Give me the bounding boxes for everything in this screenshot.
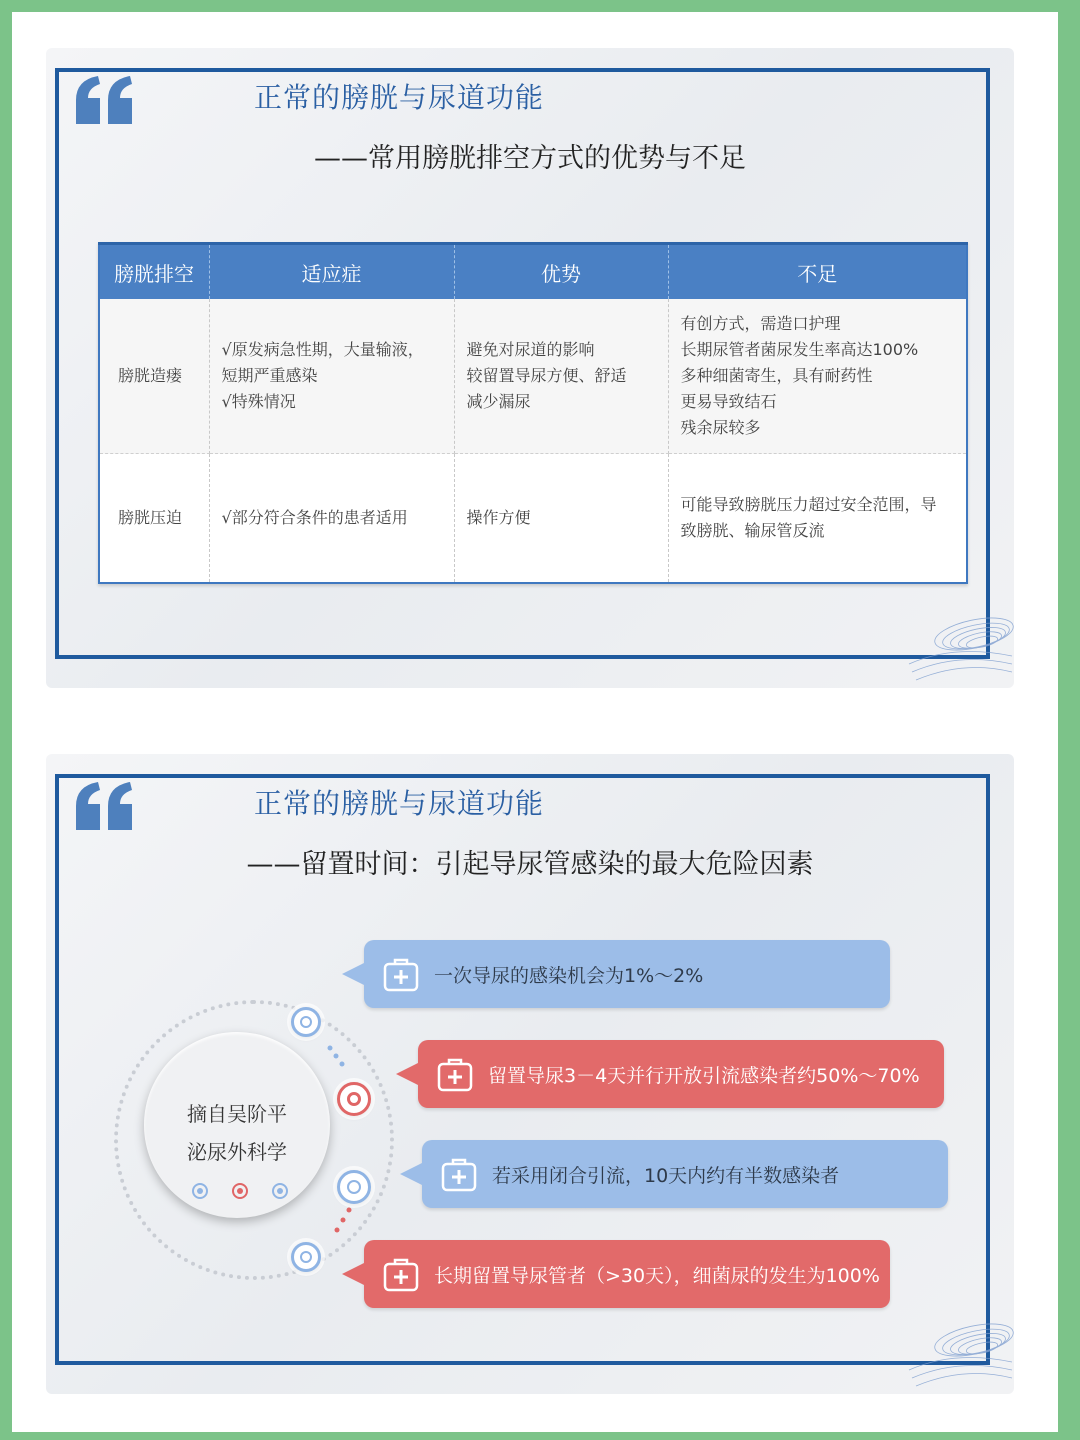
disadvantages-cell bbox=[668, 299, 967, 454]
cell-line: 致膀胱、输尿管反流 bbox=[680, 521, 825, 540]
cell-line: 有创方式，需造口护理 bbox=[680, 314, 841, 333]
method-cell: 膀胱造瘘 bbox=[99, 299, 209, 454]
statistic-bar bbox=[364, 1240, 890, 1308]
cell-line: √原发病急性期，大量输液， bbox=[221, 340, 424, 359]
cell-line: 短期严重感染 bbox=[221, 366, 318, 385]
source-circle bbox=[144, 1032, 330, 1218]
comparison-table bbox=[98, 242, 968, 584]
cell-line: √部分符合条件的患者适用 bbox=[221, 508, 408, 527]
decorative-swirl bbox=[904, 594, 1014, 684]
cell-line: 更易导致结石 bbox=[680, 392, 777, 411]
table-row bbox=[99, 454, 967, 584]
quote-icon bbox=[70, 66, 140, 136]
cell-line: 长期尿管者菌尿发生率高达100% bbox=[680, 340, 919, 359]
statistic-bar bbox=[422, 1140, 948, 1208]
indicator-dots bbox=[184, 1179, 294, 1203]
method-cell: 膀胱压迫 bbox=[99, 454, 209, 584]
slide-title: 正常的膀胱与尿道功能 bbox=[254, 81, 545, 114]
table-header-row bbox=[99, 244, 967, 300]
cell-line: 残余尿较多 bbox=[680, 418, 761, 437]
column-header-disadvantages: 不足 bbox=[668, 244, 967, 300]
statistic-bar bbox=[364, 940, 890, 1008]
medical-kit-icon bbox=[440, 1155, 478, 1193]
medical-kit-icon bbox=[436, 1055, 474, 1093]
column-header-method: 膀胱排空 bbox=[99, 244, 209, 300]
quote-icon bbox=[70, 772, 140, 842]
timeline-node bbox=[291, 1242, 321, 1272]
statistic-text: 留置导尿3－4天并行开放引流感染者约50%～70% bbox=[488, 1064, 920, 1087]
cell-line: √特殊情况 bbox=[221, 392, 296, 411]
cell-line: 避免对尿道的影响 bbox=[466, 340, 595, 359]
cell-line: 较留置导尿方便、舒适 bbox=[466, 366, 627, 385]
source-line-2: 泌尿外科学 bbox=[187, 1140, 287, 1164]
timeline-node bbox=[337, 1170, 371, 1204]
column-header-advantages: 优势 bbox=[454, 244, 668, 300]
timeline-node bbox=[291, 1007, 321, 1037]
cell-line: 可能导致膀胱压力超过安全范围，导 bbox=[680, 495, 937, 514]
cell-line: 多种细菌寄生，具有耐药性 bbox=[680, 366, 873, 385]
statistic-bar bbox=[418, 1040, 944, 1108]
slide-indwelling-time bbox=[46, 754, 1014, 1394]
indications-cell bbox=[209, 454, 454, 584]
page-background bbox=[12, 12, 1058, 1432]
statistic-text: 长期留置导尿管者（>30天），细菌尿的发生为100% bbox=[434, 1264, 880, 1287]
timeline-node bbox=[337, 1082, 371, 1116]
indications-cell bbox=[209, 299, 454, 454]
slide-title: 正常的膀胱与尿道功能 bbox=[254, 787, 545, 820]
advantages-cell bbox=[454, 299, 668, 454]
table-row bbox=[99, 299, 967, 454]
statistic-text: 若采用闭合引流，10天内约有半数感染者 bbox=[492, 1164, 840, 1187]
slide-bladder-emptying bbox=[46, 48, 1014, 688]
medical-kit-icon bbox=[382, 1255, 420, 1293]
column-header-indications: 适应症 bbox=[209, 244, 454, 300]
slide-subtitle: ——留置时间：引起导尿管感染的最大危险因素 bbox=[246, 849, 814, 880]
advantages-cell bbox=[454, 454, 668, 584]
source-line-1: 摘自吴阶平 bbox=[187, 1102, 287, 1126]
slide-subtitle: ——常用膀胱排空方式的优势与不足 bbox=[314, 143, 746, 174]
cell-line: 操作方便 bbox=[466, 508, 531, 527]
decorative-swirl bbox=[904, 1300, 1014, 1390]
cell-line: 减少漏尿 bbox=[466, 392, 531, 411]
statistic-text: 一次导尿的感染机会为1%～2% bbox=[434, 964, 704, 987]
medical-kit-icon bbox=[382, 955, 420, 993]
disadvantages-cell bbox=[668, 454, 967, 584]
